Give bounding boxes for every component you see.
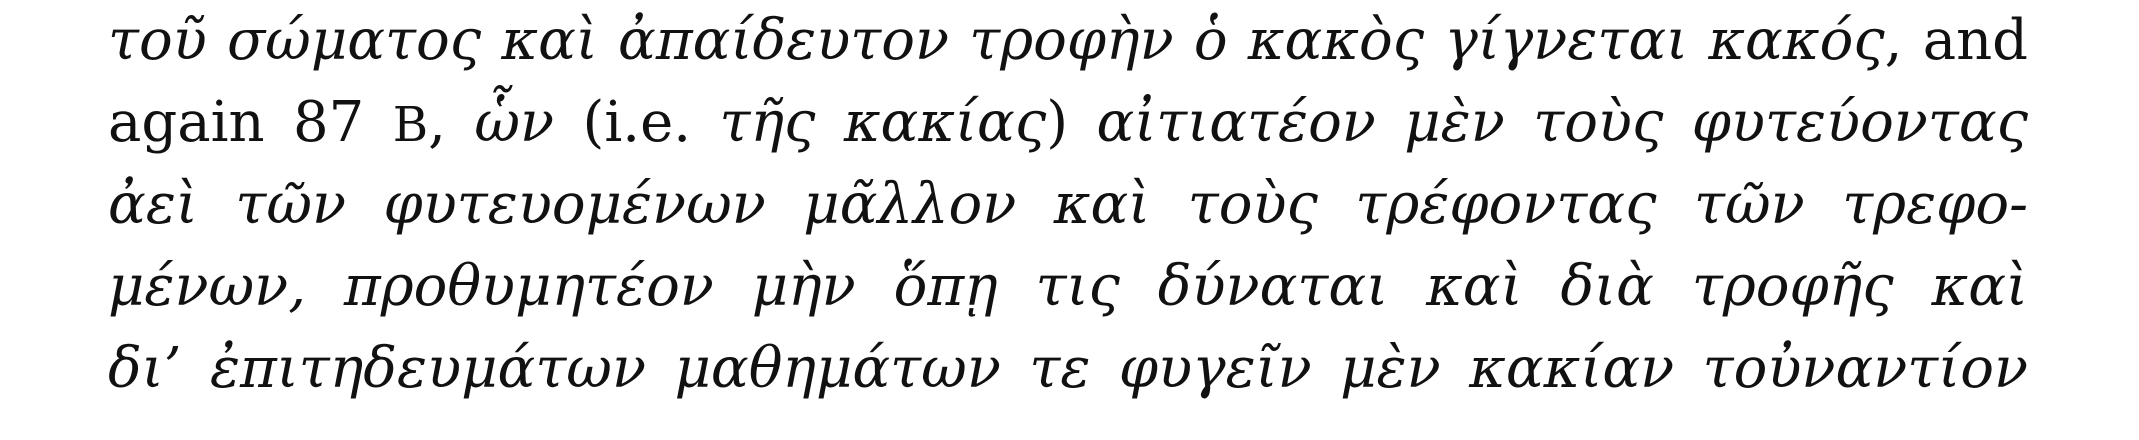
greek-phrase: δι’ ἐπιτηδευμάτων μαθημάτων τε φυγεῖν μὲν κακίαν τοὐναντίον bbox=[108, 336, 2028, 401]
greek-phrase: ἀεὶ τῶν φυτευομένων μᾶλλον καὶ τοὺς τρέφοντας τῶν τρεφο- bbox=[108, 172, 2028, 237]
english-connector: , and bbox=[1884, 8, 2028, 73]
greek-phrase: αἰτιατέον μὲν τοὺς φυτεύοντας bbox=[1096, 90, 2028, 155]
text-line-1 bbox=[108, 0, 2028, 82]
greek-gloss: τῆς κακίας bbox=[719, 90, 1047, 155]
greek-word: ὧν bbox=[474, 90, 555, 155]
greek-quotation-text bbox=[108, 0, 2028, 410]
ie-gloss-open: (i.e. bbox=[554, 90, 720, 155]
text-line-4 bbox=[108, 246, 2028, 328]
ie-gloss-close: ) bbox=[1046, 90, 1097, 155]
text-line-3 bbox=[108, 164, 2028, 246]
reference-letter: B bbox=[392, 97, 429, 153]
reference-prefix: again 87 bbox=[108, 90, 393, 155]
text-line-5 bbox=[108, 328, 2028, 410]
greek-phrase: τοῦ σώματος καὶ ἀπαίδευτον τροφὴν ὁ κακὸς γίγνεται κακός bbox=[108, 8, 1885, 73]
punctuation: , bbox=[428, 90, 475, 155]
text-line-2 bbox=[108, 82, 2028, 164]
greek-phrase: μένων, προθυμητέον μὴν ὅπῃ τις δύναται καὶ διὰ τροφῆς καὶ bbox=[108, 254, 2028, 319]
